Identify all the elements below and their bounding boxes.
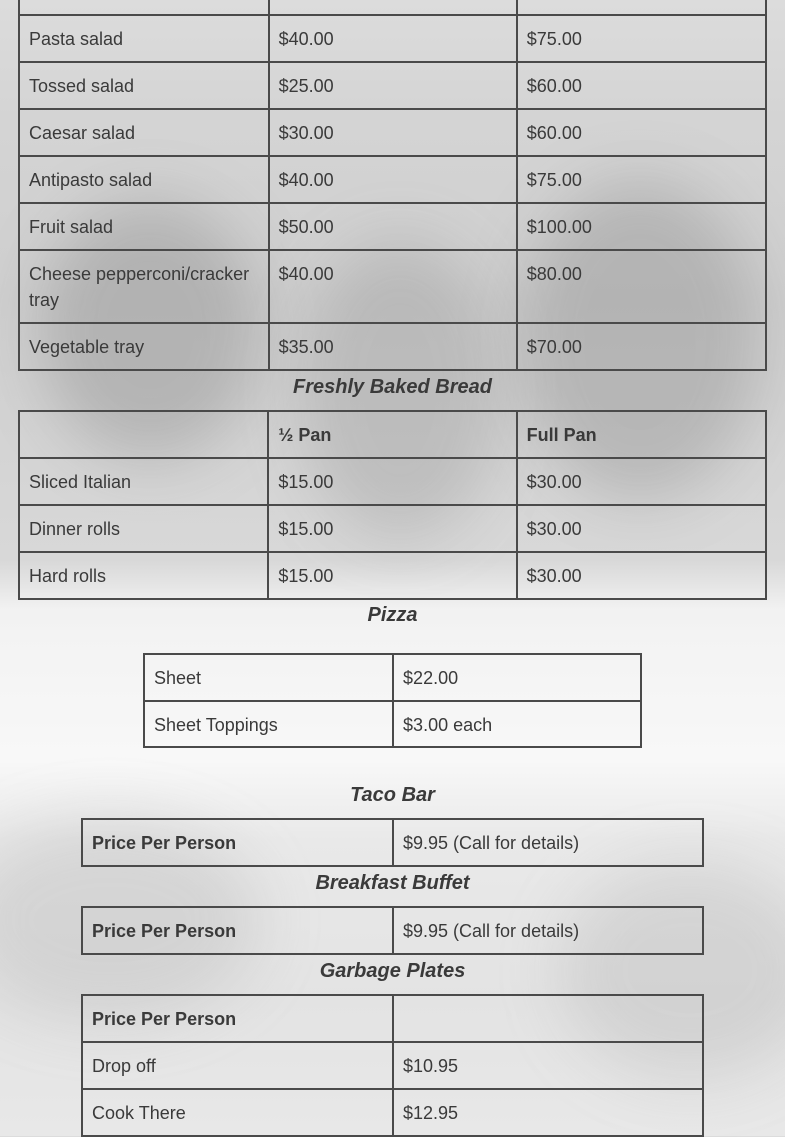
item-name: Fruit salad [19, 203, 269, 250]
item-name: Sheet Toppings [144, 701, 393, 747]
half-pan-price: $40.00 [269, 156, 517, 203]
section-title-garbage-plates: Garbage Plates [319, 960, 466, 982]
half-pan-price: $15.00 [268, 552, 516, 599]
half-pan-price: $15.00 [268, 505, 516, 552]
item-price: $3.00 each [393, 701, 641, 747]
header-full-pan: Full Pan [517, 411, 766, 458]
breakfast-buffet-table [81, 906, 704, 955]
item-name: Caesar salad [19, 109, 269, 156]
item-price: $12.95 [393, 1089, 703, 1136]
table-header-row [19, 411, 766, 458]
table-row [144, 701, 641, 747]
table-row [19, 458, 766, 505]
half-pan-price: $40.00 [269, 15, 517, 62]
item-name: Cheese pepperconi/cracker tray [19, 250, 269, 323]
table-row [19, 0, 766, 15]
pizza-table [143, 653, 642, 748]
table-row [19, 203, 766, 250]
item-name: Drop off [82, 1042, 393, 1089]
item-name: Dinner rolls [19, 505, 268, 552]
table-row [19, 505, 766, 552]
header-half-pan: ½ Pan [268, 411, 516, 458]
price-per-person-value: $9.95 (Call for details) [393, 907, 703, 954]
table-row [144, 654, 641, 701]
table-header-row [82, 995, 703, 1042]
full-pan-price: $75.00 [517, 156, 766, 203]
table-row [19, 250, 766, 323]
header-price [393, 995, 703, 1042]
table-row [82, 1042, 703, 1089]
item-name: Hard rolls [19, 552, 268, 599]
full-pan-price: $60.00 [517, 109, 766, 156]
full-pan-price: $30.00 [517, 552, 766, 599]
table-cell [19, 0, 269, 15]
section-title-taco-bar: Taco Bar [350, 784, 435, 806]
table-row [19, 156, 766, 203]
item-price: $10.95 [393, 1042, 703, 1089]
price-per-person-value: $9.95 (Call for details) [393, 819, 703, 866]
item-price: $22.00 [393, 654, 641, 701]
garbage-plates-table [81, 994, 704, 1137]
item-name: Sheet [144, 654, 393, 701]
table-row [19, 62, 766, 109]
table-row [82, 1089, 703, 1136]
full-pan-price: $70.00 [517, 323, 766, 370]
full-pan-price: $30.00 [517, 505, 766, 552]
half-pan-price: $25.00 [269, 62, 517, 109]
taco-bar-table [81, 818, 704, 867]
full-pan-price: $30.00 [517, 458, 766, 505]
half-pan-price: $40.00 [269, 250, 517, 323]
full-pan-price: $75.00 [517, 15, 766, 62]
table-row [19, 323, 766, 370]
price-per-person-label: Price Per Person [82, 995, 393, 1042]
item-name: Antipasto salad [19, 156, 269, 203]
item-name: Vegetable tray [19, 323, 269, 370]
header-item [19, 411, 268, 458]
half-pan-price: $50.00 [269, 203, 517, 250]
item-name: Tossed salad [19, 62, 269, 109]
half-pan-price: $30.00 [269, 109, 517, 156]
section-title-pizza: Pizza [367, 604, 418, 626]
salads-trays-table [18, 0, 767, 371]
full-pan-price: $100.00 [517, 203, 766, 250]
table-row [19, 15, 766, 62]
full-pan-price: $60.00 [517, 62, 766, 109]
item-name: Pasta salad [19, 15, 269, 62]
table-row [82, 907, 703, 954]
price-per-person-label: Price Per Person [82, 819, 393, 866]
table-row [19, 109, 766, 156]
table-cell [517, 0, 766, 15]
half-pan-price: $15.00 [268, 458, 516, 505]
section-title-bread: Freshly Baked Bread [293, 376, 492, 398]
item-name: Sliced Italian [19, 458, 268, 505]
bread-table [18, 410, 767, 600]
section-title-breakfast-buffet: Breakfast Buffet [315, 872, 470, 894]
table-cell [269, 0, 517, 15]
price-per-person-label: Price Per Person [82, 907, 393, 954]
full-pan-price: $80.00 [517, 250, 766, 323]
table-row [82, 819, 703, 866]
table-row [19, 552, 766, 599]
half-pan-price: $35.00 [269, 323, 517, 370]
item-name: Cook There [82, 1089, 393, 1136]
